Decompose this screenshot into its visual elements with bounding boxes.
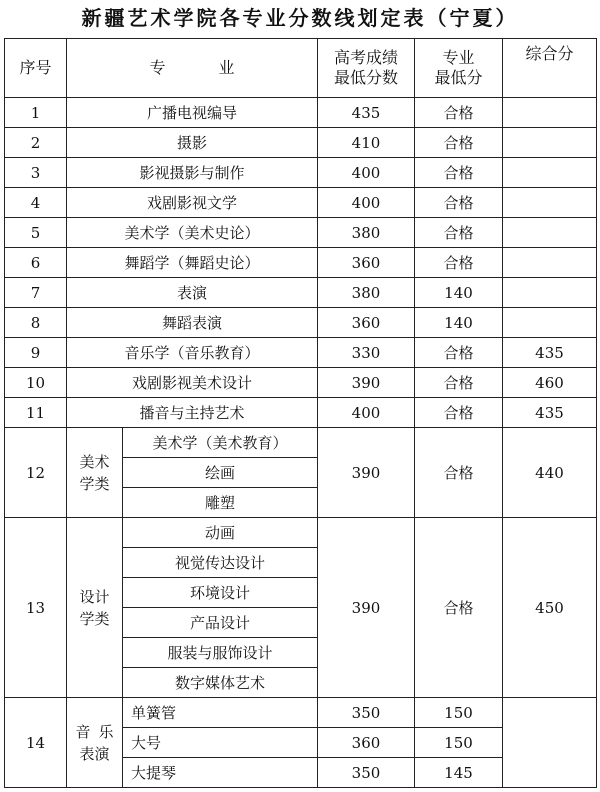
cell-sub-major: 单簧管 [123, 698, 318, 728]
header-composite: 综合分 [503, 39, 597, 98]
cell-sub-major: 产品设计 [123, 608, 318, 638]
cell-prof: 合格 [415, 98, 503, 128]
cell-prof: 合格 [415, 188, 503, 218]
cell-gaokao: 380 [318, 218, 415, 248]
cell-prof: 合格 [415, 368, 503, 398]
table-row [5, 188, 597, 218]
cell-prof: 合格 [415, 518, 503, 698]
cell-seq: 9 [5, 338, 67, 368]
cell-gaokao: 390 [318, 368, 415, 398]
cell-prof: 合格 [415, 218, 503, 248]
table-row-group-14 [5, 698, 597, 728]
cell-comp [503, 158, 597, 188]
header-gaokao [318, 39, 415, 98]
cell-seq: 2 [5, 128, 67, 158]
table-header-row [5, 39, 597, 98]
cell-comp [503, 248, 597, 278]
cell-category [67, 518, 123, 698]
category-line1: 设计 [79, 587, 110, 606]
cell-sub-major: 数字媒体艺术 [123, 668, 318, 698]
cell-gaokao: 400 [318, 188, 415, 218]
cell-gaokao: 360 [318, 308, 415, 338]
score-table [4, 38, 597, 788]
table-row [5, 368, 597, 398]
cell-major: 影视摄影与制作 [67, 158, 318, 188]
cell-category [67, 428, 123, 518]
cell-major: 戏剧影视文学 [67, 188, 318, 218]
cell-comp [503, 308, 597, 338]
table-row-group-12 [5, 428, 597, 458]
category-line2: 学类 [79, 474, 110, 493]
cell-seq: 7 [5, 278, 67, 308]
table-row [5, 278, 597, 308]
cell-sub-major: 动画 [123, 518, 318, 548]
cell-gaokao: 330 [318, 338, 415, 368]
page-title: 新疆艺术学院各专业分数线划定表（宁夏） [81, 6, 519, 30]
cell-prof: 合格 [415, 428, 503, 518]
cell-seq: 14 [5, 698, 67, 788]
cell-comp: 450 [503, 518, 597, 698]
cell-category [67, 698, 123, 788]
header-major [67, 39, 318, 98]
header-prof [415, 39, 503, 98]
cell-comp [503, 188, 597, 218]
cell-sub-major: 雕塑 [123, 488, 318, 518]
cell-seq: 5 [5, 218, 67, 248]
cell-sub-major: 环境设计 [123, 578, 318, 608]
cell-prof: 150 [415, 698, 503, 728]
cell-sub-major: 美术学（美术教育） [123, 428, 318, 458]
table-row [5, 248, 597, 278]
cell-seq: 8 [5, 308, 67, 338]
cell-sub-major: 大提琴 [123, 758, 318, 788]
cell-gaokao: 360 [318, 248, 415, 278]
cell-gaokao: 360 [318, 728, 415, 758]
cell-seq: 1 [5, 98, 67, 128]
cell-major: 表演 [67, 278, 318, 308]
table-row [5, 218, 597, 248]
cell-gaokao: 380 [318, 278, 415, 308]
cell-gaokao: 390 [318, 428, 415, 518]
table-row [5, 338, 597, 368]
cell-prof: 140 [415, 308, 503, 338]
cell-prof: 150 [415, 728, 503, 758]
cell-seq: 10 [5, 368, 67, 398]
header-seq: 序号 [5, 39, 67, 98]
cell-major: 美术学（美术史论） [67, 218, 318, 248]
cell-seq: 4 [5, 188, 67, 218]
cell-gaokao: 400 [318, 398, 415, 428]
cell-sub-major: 视觉传达设计 [123, 548, 318, 578]
cell-sub-major: 大号 [123, 728, 318, 758]
cell-prof: 合格 [415, 128, 503, 158]
header-gaokao-line1: 高考成绩 [333, 48, 398, 67]
cell-comp: 435 [503, 338, 597, 368]
cell-comp [503, 98, 597, 128]
cell-gaokao: 410 [318, 128, 415, 158]
cell-seq: 12 [5, 428, 67, 518]
category-line1: 美术 [79, 452, 110, 471]
cell-gaokao: 350 [318, 758, 415, 788]
table-row [5, 308, 597, 338]
header-prof-line2: 最低分 [434, 68, 483, 87]
cell-gaokao: 350 [318, 698, 415, 728]
cell-major: 舞蹈学（舞蹈史论） [67, 248, 318, 278]
header-major-label: 专 业 [149, 58, 259, 77]
category-line1: 音乐 [75, 722, 122, 741]
category-line2: 表演 [79, 744, 110, 763]
cell-major: 播音与主持艺术 [67, 398, 318, 428]
cell-major: 广播电视编导 [67, 98, 318, 128]
cell-comp: 440 [503, 428, 597, 518]
header-prof-line1: 专业 [442, 48, 475, 67]
cell-comp: 435 [503, 398, 597, 428]
cell-major: 音乐学（音乐教育） [67, 338, 318, 368]
cell-comp [503, 128, 597, 158]
cell-major: 摄影 [67, 128, 318, 158]
category-line2: 学类 [79, 609, 110, 628]
cell-gaokao: 400 [318, 158, 415, 188]
cell-major: 戏剧影视美术设计 [67, 368, 318, 398]
cell-comp: 460 [503, 368, 597, 398]
cell-prof: 合格 [415, 248, 503, 278]
cell-comp [503, 218, 597, 248]
cell-major: 舞蹈表演 [67, 308, 318, 338]
cell-prof: 140 [415, 278, 503, 308]
cell-comp [503, 278, 597, 308]
cell-prof: 145 [415, 758, 503, 788]
table-row [5, 128, 597, 158]
header-gaokao-line2: 最低分数 [333, 68, 398, 87]
cell-prof: 合格 [415, 338, 503, 368]
cell-seq: 3 [5, 158, 67, 188]
cell-prof: 合格 [415, 398, 503, 428]
cell-seq: 11 [5, 398, 67, 428]
table-row [5, 158, 597, 188]
cell-seq: 13 [5, 518, 67, 698]
table-row-group-13 [5, 518, 597, 548]
cell-comp [503, 698, 597, 788]
cell-sub-major: 绘画 [123, 458, 318, 488]
cell-seq: 6 [5, 248, 67, 278]
cell-gaokao: 390 [318, 518, 415, 698]
cell-gaokao: 435 [318, 98, 415, 128]
cell-prof: 合格 [415, 158, 503, 188]
table-row [5, 398, 597, 428]
cell-sub-major: 服装与服饰设计 [123, 638, 318, 668]
table-row [5, 98, 597, 128]
